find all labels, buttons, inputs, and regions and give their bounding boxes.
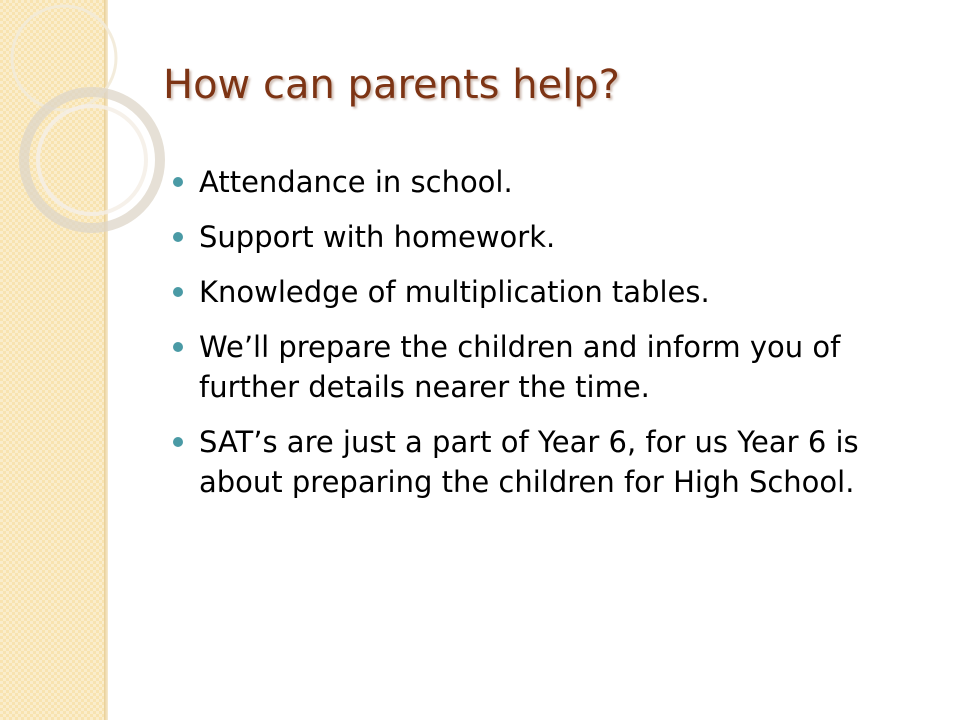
bullet-dot-icon <box>173 177 183 187</box>
bullet-dot-icon <box>173 287 183 297</box>
bullet-item <box>173 272 933 312</box>
bullet-text: Knowledge of multiplication tables. <box>199 275 710 309</box>
decorative-side-panel <box>0 0 104 720</box>
bullet-text: Attendance in school. <box>199 165 513 199</box>
bullet-item <box>173 162 933 202</box>
slide-title: How can parents help? <box>163 62 620 108</box>
bullet-item <box>173 422 933 502</box>
side-panel-edge <box>104 0 108 720</box>
bullet-dot-icon <box>173 437 183 447</box>
bullet-text: We’ll prepare the children and inform you of further details nearer the time. <box>199 330 841 404</box>
bullet-list <box>173 162 933 517</box>
bullet-text: Support with homework. <box>199 220 556 254</box>
bullet-dot-icon <box>173 342 183 352</box>
bullet-dot-icon <box>173 232 183 242</box>
bullet-text: SAT’s are just a part of Year 6, for us Year 6 is about preparing the children for High School. <box>199 425 859 499</box>
bullet-item <box>173 327 933 407</box>
bullet-item <box>173 217 933 257</box>
